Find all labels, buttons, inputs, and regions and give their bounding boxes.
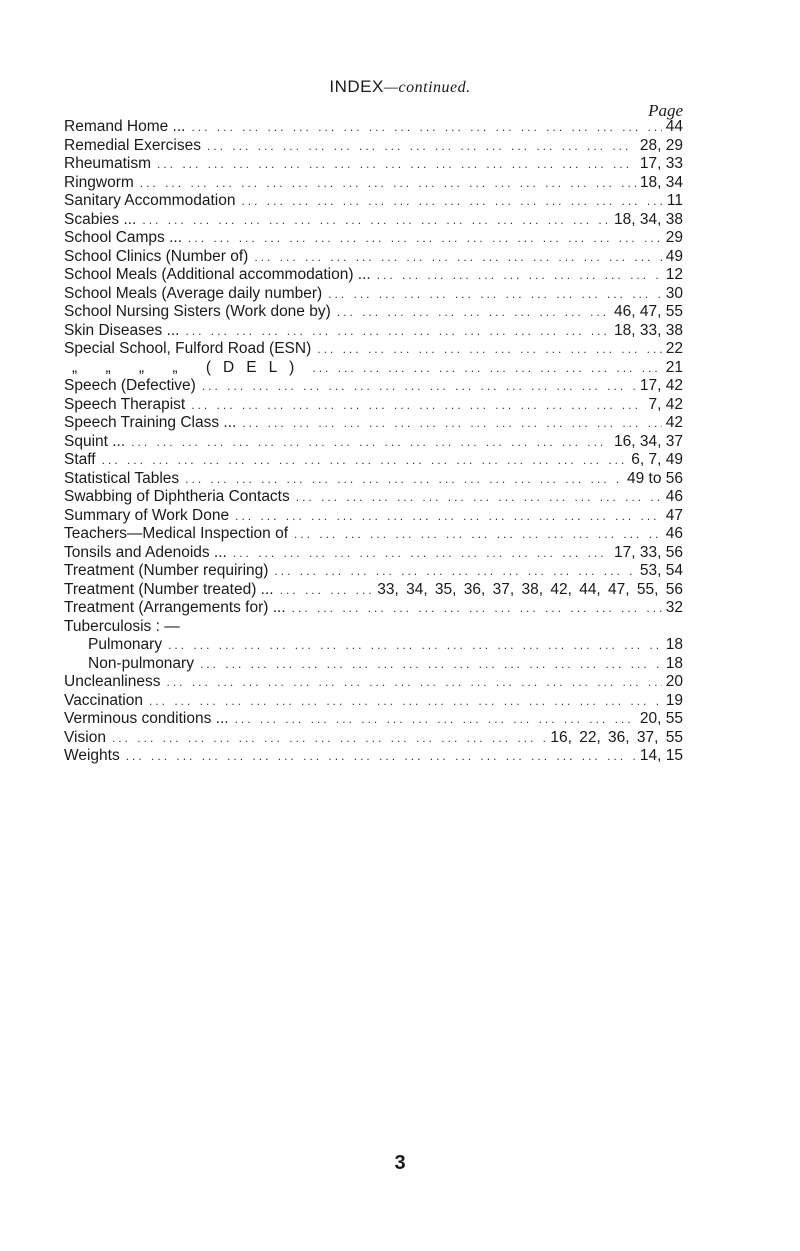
index-entry-special-school-del — [64, 359, 683, 378]
entry-pages: 46 — [665, 488, 683, 505]
entry-term: School Meals (Additional accommodation) ... — [64, 266, 371, 283]
entry-pages: 46 — [665, 525, 683, 542]
dot-leader — [102, 451, 628, 470]
index-entry-squint — [64, 433, 683, 452]
index-entry-school-clinics — [64, 248, 683, 267]
header-title: INDEX — [329, 77, 384, 96]
entry-pages: 33, 34, 35, 36, 37, 38, 42, 44, 47, 55, 56 — [377, 580, 683, 598]
dot-leader — [296, 488, 662, 507]
entry-term: Treatment (Arrangements for) ... — [64, 599, 286, 616]
entry-term: Teachers—Medical Inspection of — [64, 525, 289, 542]
index-entry-special-school-esn — [64, 340, 683, 359]
entry-pages: 14, 15 — [639, 747, 683, 764]
entry-term: Special School, Fulford Road (ESN) — [64, 340, 312, 357]
index-entry-scabies — [64, 211, 683, 230]
dot-leader — [274, 562, 635, 581]
entry-term: Remedial Exercises — [64, 136, 201, 154]
entry-term: Staff — [64, 451, 96, 468]
entry-pages: 16, 34, 37 — [614, 432, 683, 450]
entry-term: Rheumatism — [64, 155, 151, 172]
dot-leader — [235, 710, 636, 729]
entry-term: Ringworm — [64, 173, 134, 191]
index-entry-statistical-tables — [64, 470, 683, 489]
index-entry-school-meals-accommodation — [64, 266, 683, 285]
entry-pages: 22 — [665, 340, 683, 357]
dot-leader — [337, 303, 610, 322]
entry-term: Treatment (Number requiring) — [64, 562, 269, 579]
entry-term: Tuberculosis : — — [64, 617, 180, 635]
entry-pages: 18, 33, 38 — [614, 321, 683, 339]
entry-term: Non-pulmonary — [88, 654, 194, 672]
entry-term: Speech Training Class ... — [64, 414, 237, 431]
index-entry-tuberculosis — [64, 618, 683, 637]
entry-term: Vision — [64, 728, 106, 746]
entry-term: Verminous conditions ... — [64, 710, 229, 727]
entry-term: Speech (Defective) — [64, 377, 196, 394]
index-entry-remedial-exercises — [64, 137, 683, 156]
entry-pages: 28, 29 — [639, 136, 683, 154]
entry-pages: 20 — [665, 673, 683, 690]
entry-pages: 18, 34 — [639, 173, 683, 191]
index-entry-school-camps — [64, 229, 683, 248]
entry-pages: 17, 33, 56 — [614, 543, 683, 561]
entry-pages: 47 — [665, 506, 683, 524]
entry-pages: 21 — [665, 358, 683, 376]
index-entry-sanitary-accommodation — [64, 192, 683, 211]
dot-leader — [207, 137, 636, 156]
entry-term: Speech Therapist — [64, 395, 186, 413]
dot-leader — [191, 396, 644, 415]
index-entries — [64, 118, 683, 766]
dot-leader — [188, 229, 662, 248]
entry-pages: 11 — [666, 192, 683, 209]
dot-leader — [142, 211, 610, 230]
entry-term: Remand Home ... — [64, 118, 186, 135]
entry-pages: 17, 42 — [639, 377, 683, 394]
entry-pages: 6, 7, 49 — [631, 451, 683, 468]
dot-leader — [168, 636, 662, 655]
dot-leader — [185, 322, 610, 341]
index-entry-non-pulmonary — [64, 655, 683, 674]
entry-pages: 18, 34, 38 — [614, 210, 683, 228]
entry-pages: 29 — [665, 229, 683, 246]
dot-leader — [242, 414, 661, 433]
dot-leader — [294, 525, 662, 544]
dot-leader — [241, 192, 662, 211]
entry-pages: 16, 22, 36, 37, 55 — [550, 728, 683, 746]
index-entry-school-nursing-sisters — [64, 303, 683, 322]
entry-term: Tonsils and Adenoids ... — [64, 543, 227, 561]
entry-term: School Meals (Average daily number) — [64, 284, 323, 302]
dot-leader — [254, 248, 661, 267]
entry-term: Pulmonary — [88, 636, 163, 653]
index-entry-school-meals-average — [64, 285, 683, 304]
entry-pages: 32 — [665, 599, 683, 616]
index-entry-vaccination — [64, 692, 683, 711]
index-entry-speech-defective — [64, 377, 683, 396]
entry-term: Statistical Tables — [64, 469, 180, 487]
entry-term: Sanitary Accommodation — [64, 192, 236, 209]
entry-pages: 19 — [665, 691, 683, 709]
index-entry-tonsils-adenoids — [64, 544, 683, 563]
dot-leader — [167, 673, 662, 692]
dot-leader — [202, 377, 636, 396]
entry-term: Vaccination — [64, 691, 143, 709]
index-entry-remand-home — [64, 118, 683, 137]
dot-leader — [131, 433, 610, 452]
entry-pages: 18 — [665, 636, 683, 653]
index-entry-weights — [64, 747, 683, 766]
index-entry-speech-therapist — [64, 396, 683, 415]
index-entry-rheumatism — [64, 155, 683, 174]
dot-leader — [233, 544, 610, 563]
dot-leader — [328, 285, 662, 304]
index-entry-skin-diseases — [64, 322, 683, 341]
dot-leader — [112, 729, 546, 748]
entry-pages: 53, 54 — [639, 562, 683, 579]
index-entry-staff — [64, 451, 683, 470]
dot-leader — [126, 747, 636, 766]
header-subtitle: —continued. — [383, 79, 471, 96]
page-column-label: Page — [648, 101, 683, 120]
dot-leader — [292, 599, 662, 618]
index-entry-vision — [64, 729, 683, 748]
dot-leader — [312, 359, 661, 378]
index-entry-summary-of-work — [64, 507, 683, 526]
index-entry-treatment-requiring — [64, 562, 683, 581]
dot-leader — [157, 155, 636, 174]
entry-term: School Camps ... — [64, 229, 183, 246]
entry-pages: 46, 47, 55 — [614, 303, 683, 320]
dot-leader — [377, 266, 662, 285]
entry-term: Swabbing of Diphtheria Contacts — [64, 488, 290, 505]
entry-term: Treatment (Number treated) ... — [64, 580, 274, 598]
dot-leader — [140, 174, 636, 193]
page-number: 3 — [394, 1152, 406, 1174]
entry-term: School Clinics (Number of) — [64, 247, 249, 265]
dot-leader — [185, 470, 623, 489]
dot-leader — [200, 655, 662, 674]
entry-pages: 12 — [665, 266, 683, 283]
entry-pages: 44 — [665, 118, 683, 135]
entry-term: „ „ „ „ (DEL) — [72, 358, 307, 376]
entry-term: Summary of Work Done — [64, 506, 230, 524]
index-entry-swabbing-diphtheria — [64, 488, 683, 507]
entry-pages: 42 — [665, 414, 683, 431]
entry-term: Uncleanliness — [64, 673, 161, 690]
entry-term: Squint ... — [64, 432, 126, 450]
entry-pages: 18 — [665, 654, 683, 672]
entry-term: Scabies ... — [64, 210, 137, 228]
index-entry-treatment-arrangements — [64, 599, 683, 618]
index-entry-ringworm — [64, 174, 683, 193]
index-entry-verminous-conditions — [64, 710, 683, 729]
dot-leader — [149, 692, 662, 711]
entry-pages: 20, 55 — [639, 710, 683, 727]
entry-pages: 17, 33 — [639, 155, 683, 172]
entry-term: Weights — [64, 747, 120, 764]
index-entry-speech-training-class — [64, 414, 683, 433]
dot-leader — [317, 340, 661, 359]
index-entry-pulmonary — [64, 636, 683, 655]
entry-term: Skin Diseases ... — [64, 321, 180, 339]
entry-term: School Nursing Sisters (Work done by) — [64, 303, 331, 320]
index-entry-uncleanliness — [64, 673, 683, 692]
entry-pages: 7, 42 — [648, 395, 683, 413]
dot-leader — [191, 118, 661, 137]
dot-leader — [235, 507, 662, 526]
page-header — [0, 77, 800, 97]
dot-leader — [280, 581, 374, 600]
index-entry-treatment-treated — [64, 581, 683, 600]
index-entry-teachers-medical — [64, 525, 683, 544]
entry-pages: 49 — [665, 247, 683, 265]
entry-pages: 49 to 56 — [626, 469, 683, 487]
entry-pages: 30 — [665, 284, 683, 302]
